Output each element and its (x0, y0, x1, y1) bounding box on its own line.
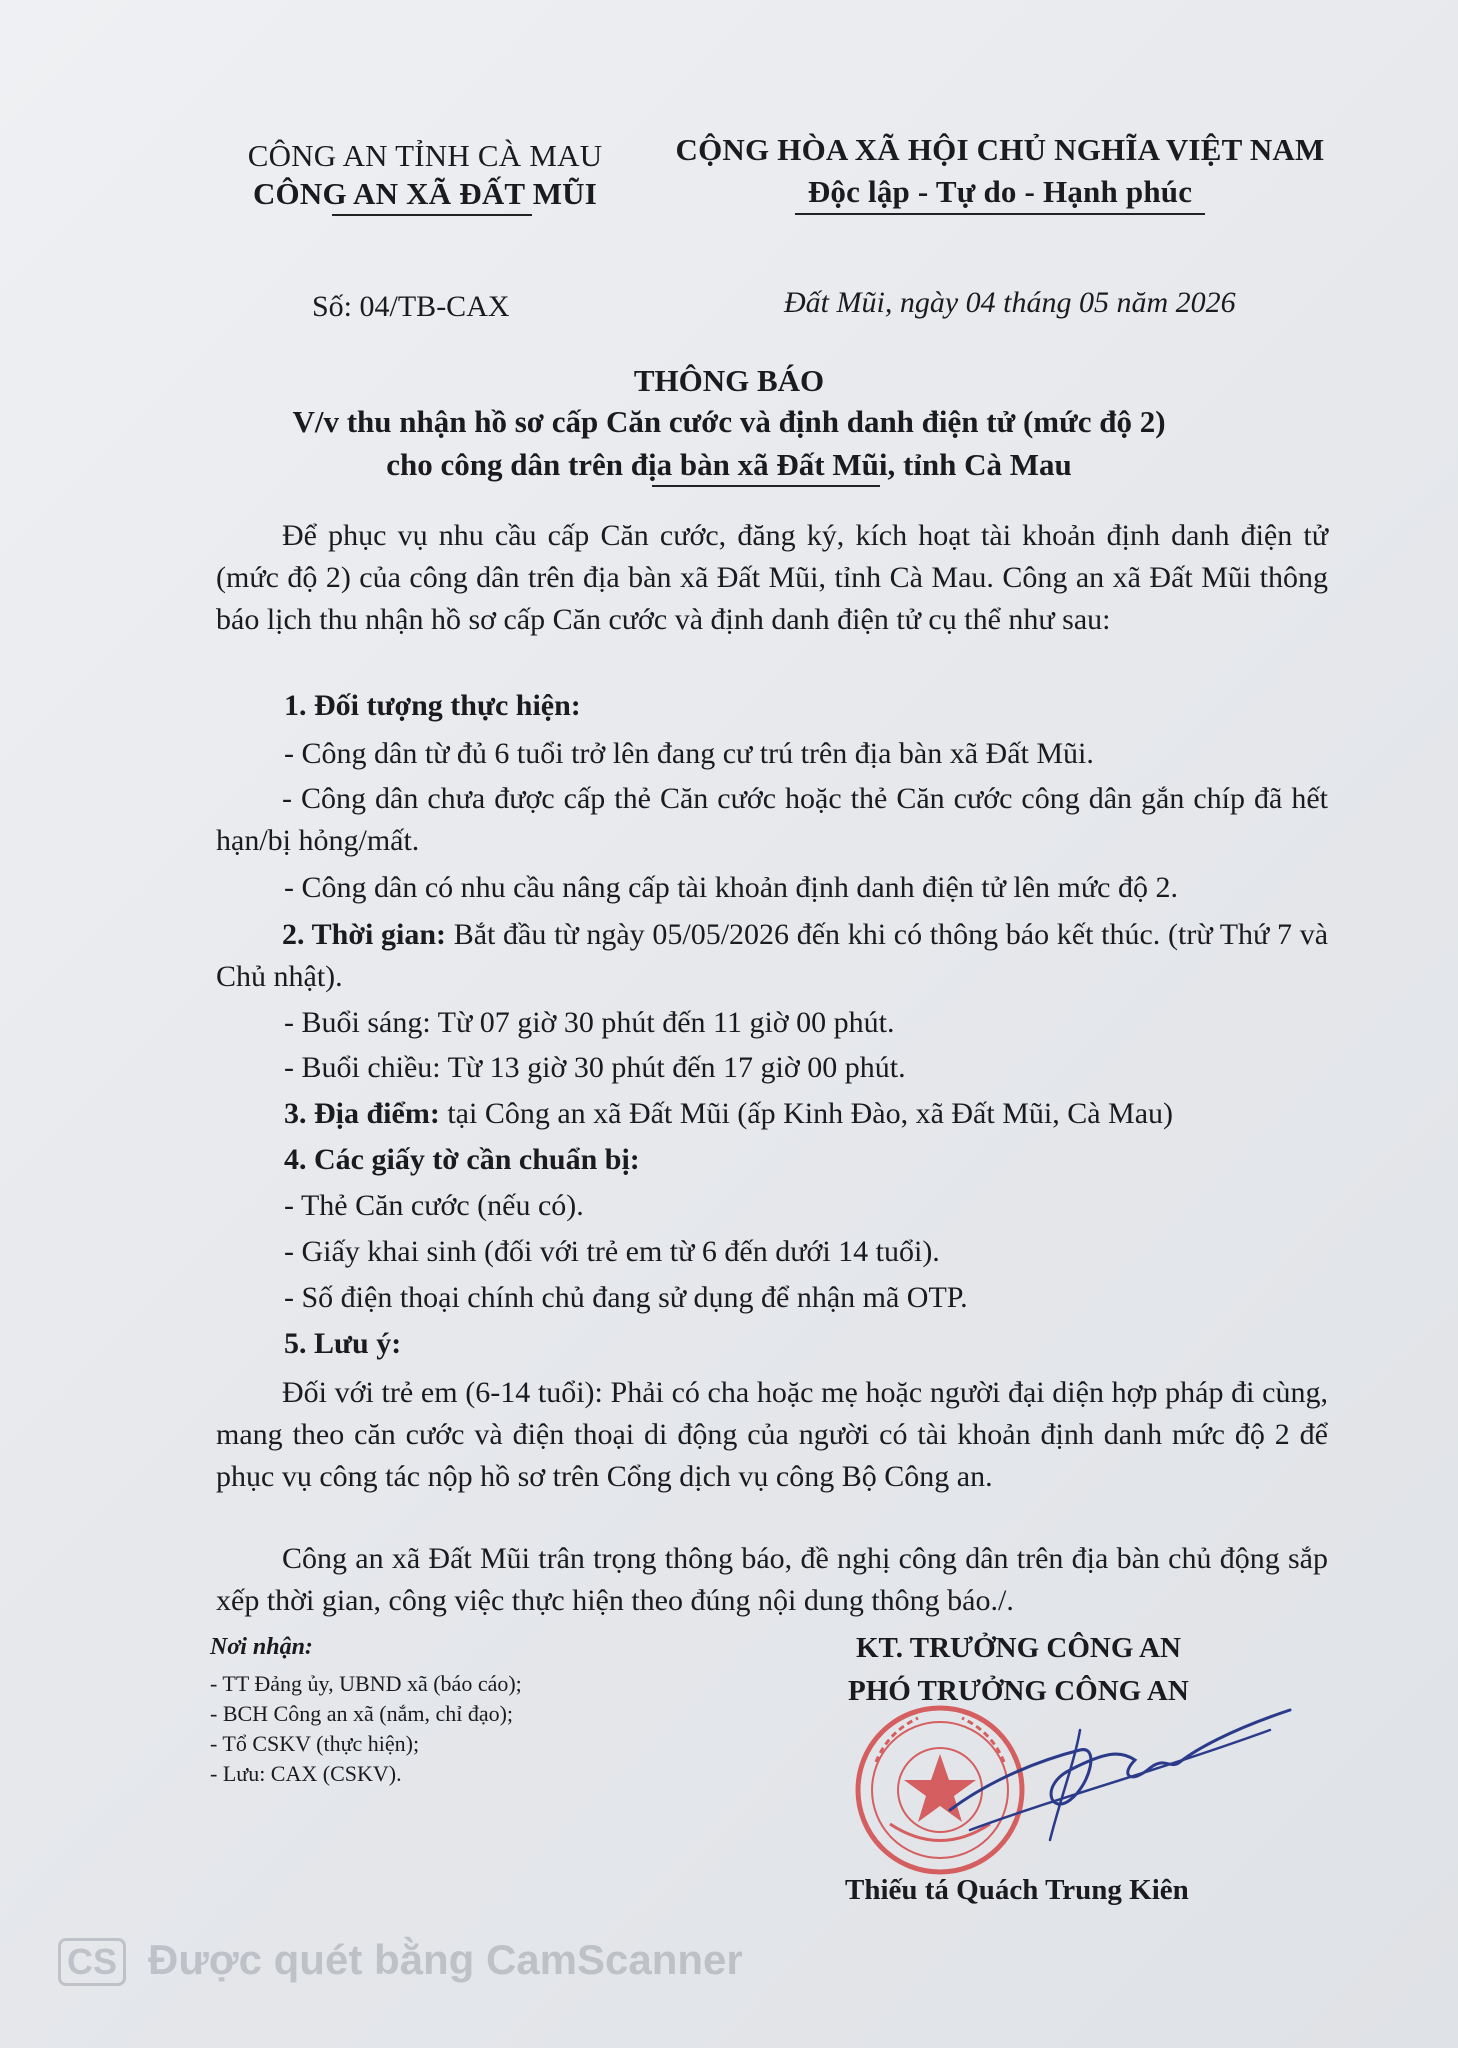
section1-item2: - Công dân chưa được cấp thẻ Căn cước hoặc thẻ Căn cước công dân gắn chíp đã hết hạn/bị hỏng/mất. (216, 782, 1328, 857)
agency-parent: CÔNG AN TỈNH CÀ MAU (247, 138, 603, 173)
motto-underline (795, 213, 1205, 215)
section1-heading: 1. Đối tượng thực hiện: (284, 689, 581, 722)
section5-heading: 5. Lưu ý: (284, 1327, 402, 1360)
recipients-title: Nơi nhận: (210, 1634, 313, 1660)
section1-item3: - Công dân có nhu cầu nâng cấp tài khoản định danh điện tử lên mức độ 2. (284, 871, 1178, 904)
signature-line-2: PHÓ TRƯỞNG CÔNG AN (848, 1675, 1189, 1707)
subject-line-1: V/v thu nhận hồ sơ cấp Căn cước và định danh điện tử (mức độ 2) (292, 404, 1166, 439)
recipient-item: - Tổ CSKV (thực hiện); (210, 1731, 420, 1756)
section4-heading: 4. Các giấy tờ cần chuẩn bị: (284, 1143, 640, 1176)
section2-heading: 2. Thời gian: (282, 918, 446, 951)
agency-name: CÔNG AN XÃ ĐẤT MŨI (252, 176, 598, 211)
closing-paragraph: Công an xã Đất Mũi trân trọng thông báo, đề nghị công dân trên địa bàn chủ động sắp xếp thời gian, công việc thực hiện theo đúng nội dung thông báo./. (216, 1542, 1328, 1617)
recipient-item: - TT Đảng ủy, UBND xã (báo cáo); (210, 1671, 522, 1696)
intro-paragraph: Để phục vụ nhu cầu cấp Căn cước, đăng ký, kích hoạt tài khoản định danh điện tử (mức độ 2) của công dân trên địa bàn xã Đất Mũi, tỉnh Cà Mau. Công an xã Đất Mũi thông báo lịch thu nhận hồ sơ cấp Căn cước và định danh điện tử cụ thể như sau: (216, 519, 1328, 636)
agency-underline (332, 214, 532, 216)
section3-text: tại Công an xã Đất Mũi (ấp Kinh Đào, xã Đất Mũi, Cà Mau) (447, 1097, 1174, 1130)
section3-line (284, 1093, 1173, 1135)
subject-line-2: cho công dân trên địa bàn xã Đất Mũi, tỉnh Cà Mau (386, 447, 1072, 482)
document-number: Số: 04/TB-CAX (312, 290, 510, 323)
section1-item1: - Công dân từ đủ 6 tuổi trở lên đang cư trú trên địa bàn xã Đất Mũi. (284, 737, 1094, 770)
watermark-text: Được quét bằng CamScanner (148, 1936, 743, 1983)
section4-item3: - Số điện thoại chính chủ đang sử dụng để nhận mã OTP. (284, 1281, 968, 1314)
section4-item2: - Giấy khai sinh (đối với trẻ em từ 6 đến dưới 14 tuổi). (284, 1235, 940, 1268)
signature-line-1: KT. TRƯỞNG CÔNG AN (856, 1632, 1181, 1664)
handwritten-signature-icon (930, 1690, 1310, 1850)
section5-text: Đối với trẻ em (6-14 tuổi): Phải có cha hoặc mẹ hoặc người đại diện hợp pháp đi cùng, mang theo căn cước và điện thoại di động của người có tài khoản định danh mức độ 2 để phục vụ công tác nộp hồ sơ trên Cổng dịch vụ công Bộ Công an. (216, 1376, 1328, 1493)
national-motto: Độc lập - Tự do - Hạnh phúc (807, 174, 1193, 209)
place-date: Đất Mũi, ngày 04 tháng 05 năm 2026 (784, 286, 1236, 319)
recipient-item: - BCH Công an xã (nắm, chỉ đạo); (210, 1701, 514, 1726)
section2-text: Bắt đầu từ ngày 05/05/2026 đến khi có thông báo kết thúc. (trừ Thứ 7 và Chủ nhật). (216, 918, 1329, 993)
national-title: CỘNG HÒA XÃ HỘI CHỦ NGHĨA VIỆT NAM (675, 132, 1325, 167)
section2-morning: - Buổi sáng: Từ 07 giờ 30 phút đến 11 giờ 00 phút. (284, 1006, 895, 1039)
subject-underline (652, 485, 880, 487)
section2-afternoon: - Buổi chiều: Từ 13 giờ 30 phút đến 17 giờ 00 phút. (284, 1051, 906, 1084)
section4-item1: - Thẻ Căn cước (nếu có). (284, 1189, 584, 1222)
camscanner-watermark (58, 1936, 743, 1986)
recipient-item: - Lưu: CAX (CSKV). (210, 1761, 402, 1786)
section3-heading: 3. Địa điểm: (284, 1097, 440, 1130)
document-title: THÔNG BÁO (633, 363, 825, 398)
signer-name: Thiếu tá Quách Trung Kiên (845, 1874, 1189, 1906)
section2-paragraph (216, 914, 1328, 998)
camscanner-logo-icon: CS (58, 1938, 126, 1986)
